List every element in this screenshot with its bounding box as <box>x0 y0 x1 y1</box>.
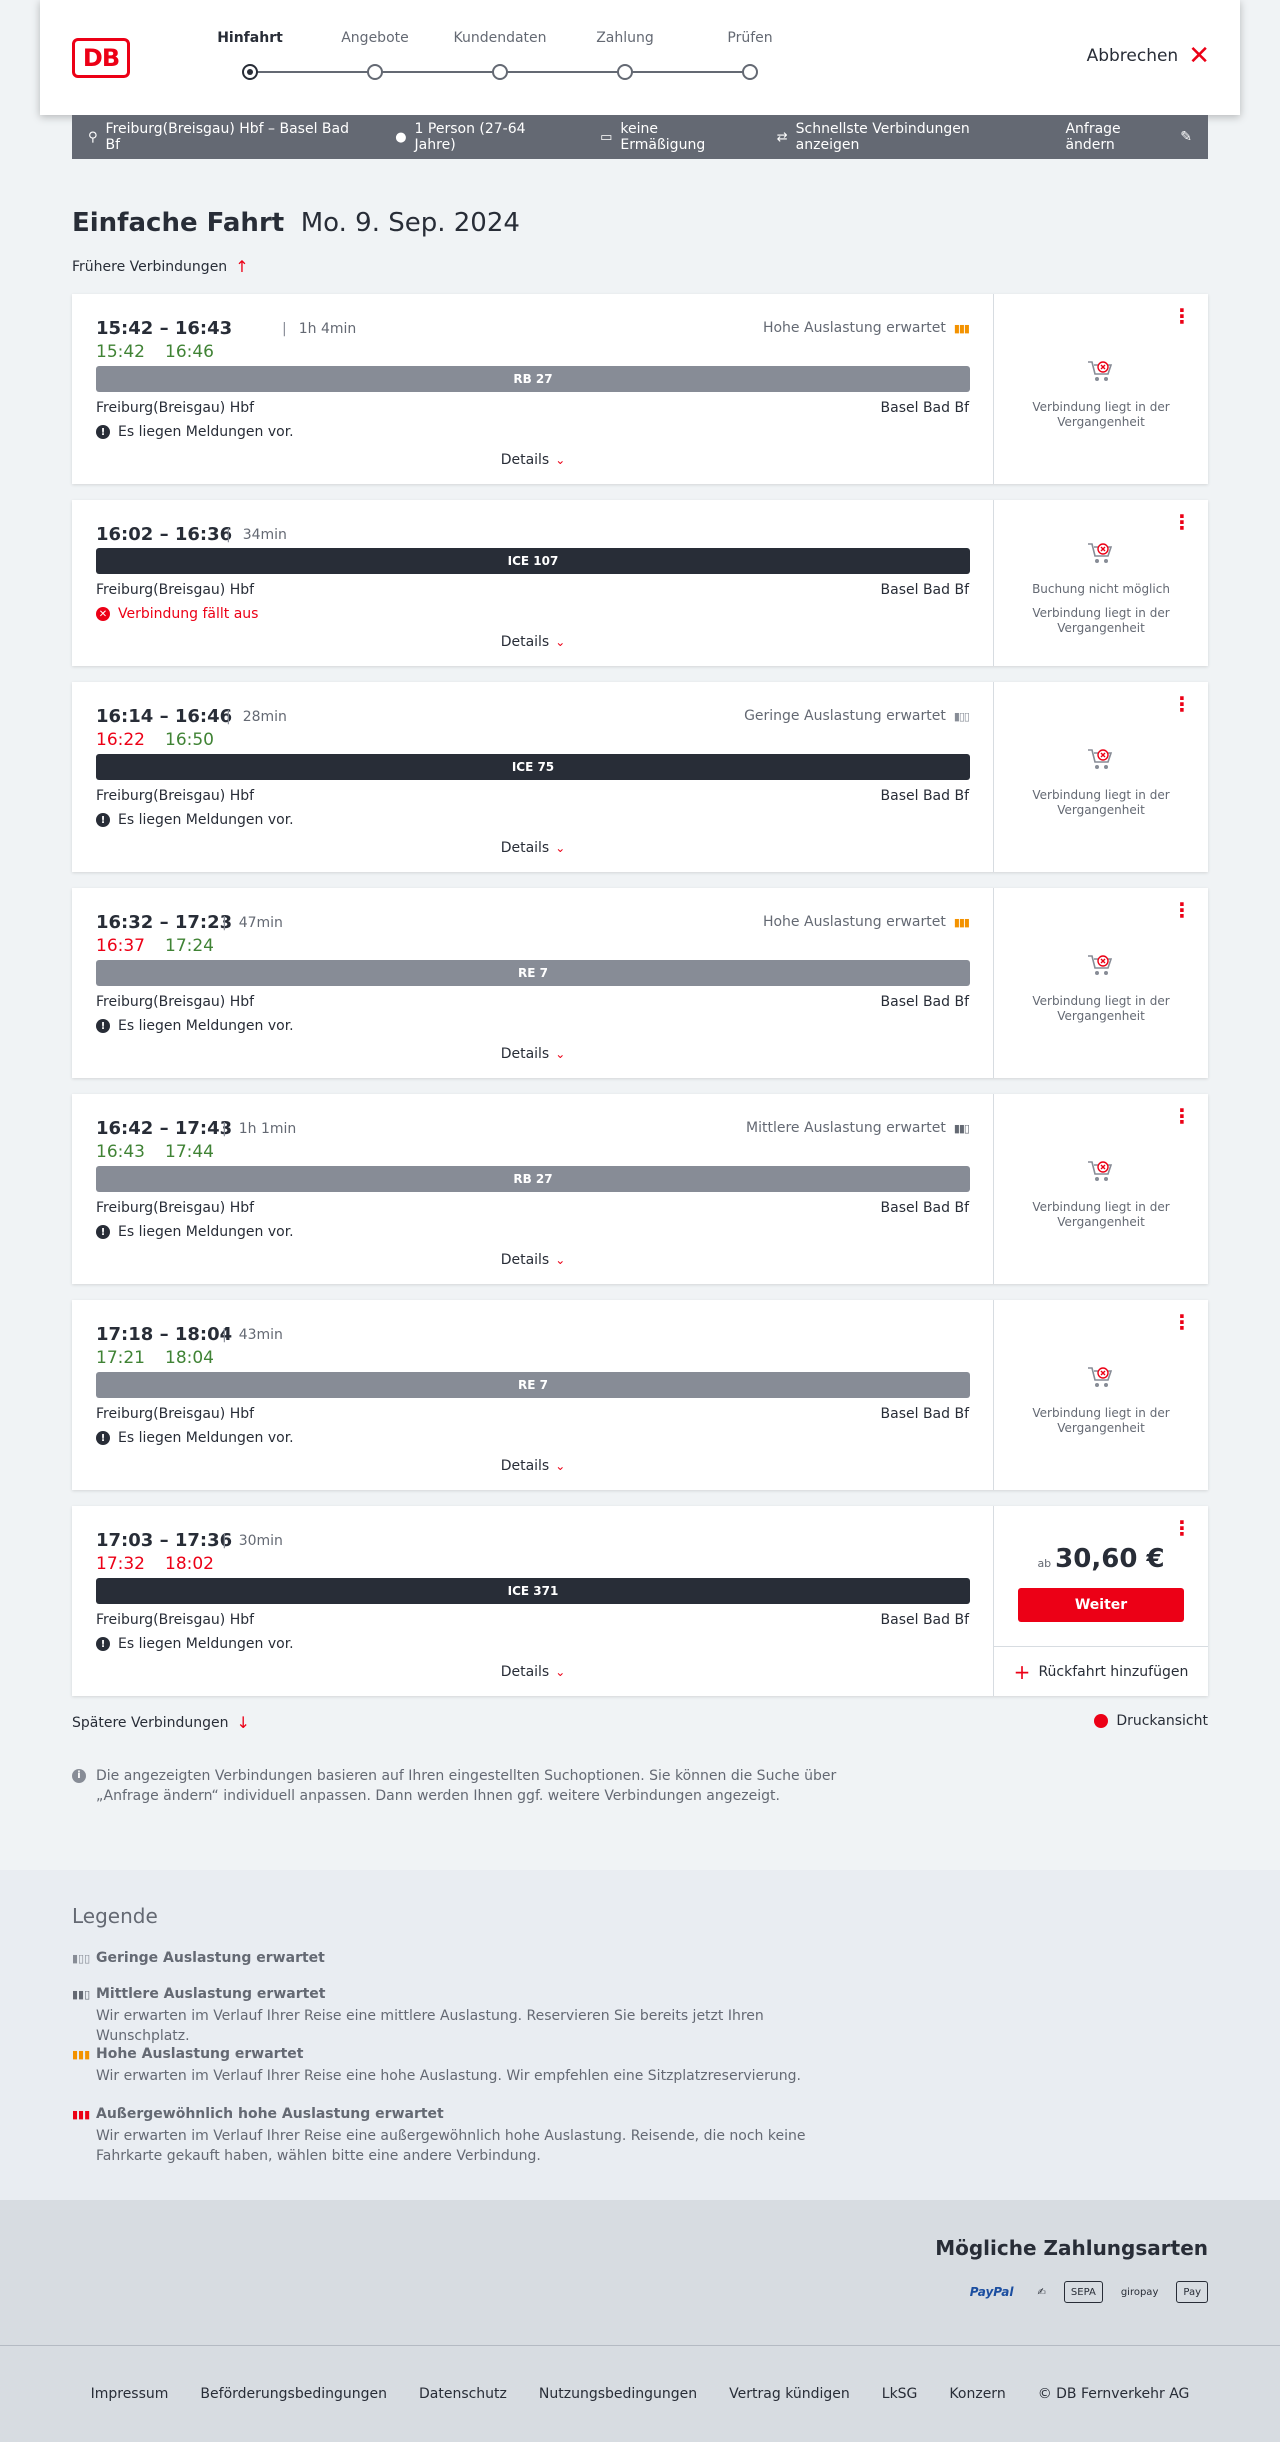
medium-load-icon: ▮▮▯ <box>953 1121 969 1135</box>
payment-methods-section <box>0 2200 1280 2345</box>
footer-link-konzern[interactable]: Konzern <box>949 2386 1006 2402</box>
origin-station: Freiburg(Breisgau) Hbf <box>96 1200 255 1216</box>
origin-station: Freiburg(Breisgau) Hbf <box>96 788 255 804</box>
legend-item-high: ▮▮▮ Hohe Auslastung erwartet Wir erwarten im Verlauf Ihrer Reise eine hohe Auslastung. Wir empfehlen eine Sitzplatzreservierung. <box>72 2046 801 2084</box>
connection-card[interactable] <box>72 682 1208 872</box>
connection-main <box>72 1300 994 1490</box>
step-kundendaten: Kundendaten <box>440 30 560 46</box>
high-load-icon: ▮▮▮ <box>72 2048 91 2061</box>
origin-station: Freiburg(Breisgau) Hbf <box>96 994 255 1010</box>
message-notice: ! Es liegen Meldungen vor. <box>96 812 294 828</box>
pencil-icon: ✎ <box>1180 129 1192 145</box>
person-icon: ● <box>395 129 407 145</box>
train-bar: ICE 371 <box>96 1578 970 1604</box>
price: ab 30,60 € <box>1037 1544 1165 1574</box>
chevron-down-icon: ⌄ <box>555 1459 566 1473</box>
train-bar: RE 7 <box>96 1372 970 1398</box>
more-options-icon[interactable]: ⋮ <box>1172 304 1192 328</box>
message-notice: ! Es liegen Meldungen vor. <box>96 1224 294 1240</box>
info-alert-icon: ! <box>96 1431 110 1445</box>
connection-duration: | 1h 1min <box>222 1121 296 1137</box>
connection-card[interactable] <box>72 500 1208 666</box>
chevron-down-icon: ⌄ <box>555 1253 566 1267</box>
later-connections-link[interactable]: Spätere Verbindungen ↓ <box>72 1713 250 1732</box>
query-discount: ▭ keine Ermäßigung <box>600 121 706 153</box>
past-connection-text: Verbindung liegt in der Vergangenheit <box>1032 1200 1170 1229</box>
legend-section <box>0 1870 1280 2200</box>
cancel-circle-icon: ✕ <box>96 607 110 621</box>
connection-main <box>72 1094 994 1284</box>
very-high-load-icon: ▮▮▮ <box>72 2108 91 2121</box>
header <box>40 0 1240 115</box>
cart-unavailable-icon <box>1086 1364 1116 1390</box>
realtime-times: 16:22 16:50 <box>96 730 214 750</box>
connection-side <box>994 500 1208 666</box>
connection-side <box>994 1506 1208 1696</box>
footer-link-datenschutz[interactable]: Datenschutz <box>418 2386 507 2402</box>
more-options-icon[interactable]: ⋮ <box>1172 1516 1192 1540</box>
payment-methods-list <box>964 2278 1208 2306</box>
cancel-label: Abbrechen <box>1086 46 1179 66</box>
destination-station: Basel Bad Bf <box>880 788 969 804</box>
step-dot <box>617 64 633 80</box>
connection-duration: | 28min <box>226 709 287 725</box>
destination-station: Basel Bad Bf <box>880 994 969 1010</box>
train-bar: RB 27 <box>96 1166 970 1192</box>
train-bar: RB 27 <box>96 366 970 392</box>
destination-station: Basel Bad Bf <box>880 1200 969 1216</box>
high-load-icon: ▮▮▮ <box>953 321 969 335</box>
load-indicator: Geringe Auslastung erwartet ▮▯▯ <box>744 708 969 724</box>
high-load-icon: ▮▮▮ <box>953 915 969 929</box>
more-options-icon[interactable]: ⋮ <box>1172 898 1192 922</box>
more-options-icon[interactable]: ⋮ <box>1172 1104 1192 1128</box>
info-note: i Die angezeigten Verbindungen basieren auf Ihren eingestellten Suchoptionen. Sie können die Suche über „Anfrage ändern“ individuell anpassen. Dann werden Ihnen ggf. weitere Verbindungen angezeigt. <box>72 1766 852 1806</box>
swap-arrows-icon: ⇄ <box>776 129 788 145</box>
giropay-icon: giropay <box>1120 2286 1159 2298</box>
footer-link-vertrag-kuendigen[interactable]: Vertrag kündigen <box>729 2386 850 2402</box>
more-options-icon[interactable]: ⋮ <box>1172 1310 1192 1334</box>
info-alert-icon: ! <box>96 425 110 439</box>
cart-unavailable-icon <box>1086 358 1116 384</box>
step-pruefen: Prüfen <box>690 30 810 46</box>
train-bar: ICE 107 <box>96 548 970 574</box>
details-toggle[interactable]: Details ⌄ <box>500 840 566 856</box>
cart-unavailable-icon <box>1086 746 1116 772</box>
close-icon: ✕ <box>1188 41 1210 71</box>
progress-steps <box>170 30 773 90</box>
footer-link-impressum[interactable]: Impressum <box>90 2386 169 2402</box>
details-toggle[interactable]: Details ⌄ <box>500 634 566 650</box>
past-connection-text: Verbindung liegt in der Vergangenheit <box>1032 994 1170 1023</box>
connection-main <box>72 682 994 872</box>
payment-methods-title: Mögliche Zahlungsarten <box>935 2236 1208 2260</box>
chevron-down-icon: ⌄ <box>555 841 566 855</box>
query-route: ⚲ Freiburg(Breisgau) Hbf – Basel Bad Bf <box>88 121 349 153</box>
more-options-icon[interactable]: ⋮ <box>1172 510 1192 534</box>
cancellation-notice: ✕ Verbindung fällt aus <box>96 606 258 622</box>
details-toggle[interactable]: Details ⌄ <box>500 452 566 468</box>
info-alert-icon: ! <box>96 1225 110 1239</box>
continue-button[interactable]: Weiter <box>1018 1588 1184 1622</box>
destination-station: Basel Bad Bf <box>880 400 969 416</box>
footer-link-nutzungsbedingungen[interactable]: Nutzungsbedingungen <box>538 2386 698 2402</box>
connection-card[interactable] <box>72 888 1208 1078</box>
legend-item-low: ▮▯▯ Geringe Auslastung erwartet <box>72 1950 325 1966</box>
connection-side <box>994 682 1208 872</box>
footer-link-befoerderungsbedingungen[interactable]: Beförderungsbedingungen <box>200 2386 387 2402</box>
cancel-button[interactable] <box>1086 41 1210 71</box>
booking-not-possible-text: Buchung nicht möglich <box>1032 582 1170 596</box>
connection-card[interactable] <box>72 1506 1208 1696</box>
load-indicator: Hohe Auslastung erwartet ▮▮▮ <box>762 320 969 336</box>
connection-side <box>994 1300 1208 1490</box>
realtime-times: 17:21 18:04 <box>96 1348 214 1368</box>
connection-side <box>994 294 1208 484</box>
connection-side <box>994 888 1208 1078</box>
footer-link-lksg[interactable]: LkSG <box>881 2386 918 2402</box>
message-notice: ! Es liegen Meldungen vor. <box>96 1636 294 1652</box>
step-dot <box>367 64 383 80</box>
change-query-button[interactable]: Anfrage ändern ✎ <box>1065 121 1192 153</box>
chevron-down-icon: ⌄ <box>555 1665 566 1679</box>
connection-times: 17:03 – 17:36 <box>96 1530 233 1551</box>
train-bar: ICE 75 <box>96 754 970 780</box>
query-persons: ● 1 Person (27-64 Jahre) <box>395 121 526 153</box>
origin-station: Freiburg(Breisgau) Hbf <box>96 400 255 416</box>
medium-load-icon: ▮▮▯ <box>72 1988 91 2001</box>
earlier-connections-link[interactable]: Frühere Verbindungen ↑ <box>72 257 249 276</box>
details-toggle[interactable]: Details ⌄ <box>500 1046 566 1062</box>
details-toggle[interactable]: Details ⌄ <box>500 1252 566 1268</box>
low-load-icon: ▮▯▯ <box>953 709 969 723</box>
connection-main <box>72 294 994 484</box>
connection-duration: | 30min <box>222 1533 283 1549</box>
step-dot <box>242 64 258 80</box>
legend-item-very-high: ▮▮▮ Außergewöhnlich hohe Auslastung erwartet Wir erwarten im Verlauf Ihrer Reise eine außergewöhnlich hohe Auslastung. Reisende, die noch keine Fahrkarte gekauft haben, wählen bitte eine andere Verbindung. <box>72 2106 806 2164</box>
origin-station: Freiburg(Breisgau) Hbf <box>96 1612 255 1628</box>
connection-card[interactable] <box>72 294 1208 484</box>
sepa-icon: SEPA <box>1064 2281 1103 2303</box>
query-bar <box>72 115 1208 159</box>
realtime-times: 16:43 17:44 <box>96 1142 214 1162</box>
past-connection-text: Verbindung liegt in der Vergangenheit <box>1032 400 1170 429</box>
origin-station: Freiburg(Breisgau) Hbf <box>96 1406 255 1422</box>
connection-times: 16:32 – 17:23 <box>96 912 233 933</box>
step-angebote: Angebote <box>315 30 435 46</box>
connection-card[interactable] <box>72 1300 1208 1490</box>
apple-pay-icon: Pay <box>1176 2281 1208 2303</box>
print-icon <box>1094 1714 1108 1728</box>
connection-duration: | 43min <box>222 1327 283 1343</box>
footer-copyright: © DB Fernverkehr AG <box>1037 2386 1190 2402</box>
plus-icon: + <box>1013 1659 1031 1684</box>
connection-duration: | 47min <box>222 915 283 931</box>
step-dot <box>492 64 508 80</box>
connection-times: 15:42 – 16:43 <box>96 318 233 339</box>
load-indicator: Mittlere Auslastung erwartet ▮▮▯ <box>746 1120 969 1136</box>
print-view-link[interactable]: Druckansicht <box>1094 1713 1208 1729</box>
footer <box>0 2345 1280 2442</box>
connection-main <box>72 888 994 1078</box>
past-connection-text: Verbindung liegt in der Vergangenheit <box>1032 606 1170 635</box>
query-fastest: ⇄ Schnellste Verbindungen anzeigen <box>776 121 970 153</box>
connection-duration: | 1h 4min <box>282 321 356 337</box>
chevron-down-icon: ⌄ <box>555 1047 566 1061</box>
realtime-times: 17:32 18:02 <box>96 1554 214 1574</box>
details-toggle[interactable]: Details ⌄ <box>500 1458 566 1474</box>
message-notice: ! Es liegen Meldungen vor. <box>96 1430 294 1446</box>
message-notice: ! Es liegen Meldungen vor. <box>96 424 294 440</box>
credit-card-icon: ✍ <box>1037 2286 1046 2298</box>
destination-station: Basel Bad Bf <box>880 582 969 598</box>
info-alert-icon: ! <box>96 1019 110 1033</box>
train-bar: RE 7 <box>96 960 970 986</box>
chevron-down-icon: ⌄ <box>555 635 566 649</box>
location-pin-icon: ⚲ <box>88 129 98 145</box>
details-toggle[interactable]: Details ⌄ <box>500 1664 566 1680</box>
connection-times: 16:02 – 16:36 <box>96 524 233 545</box>
step-zahlung: Zahlung <box>565 30 685 46</box>
connection-main <box>72 1506 994 1696</box>
cart-unavailable-icon <box>1086 952 1116 978</box>
arrow-down-icon: ↓ <box>236 1713 250 1732</box>
low-load-icon: ▮▯▯ <box>72 1952 91 1965</box>
step-hinfahrt: Hinfahrt <box>190 30 310 46</box>
connection-times: 16:14 – 16:46 <box>96 706 233 727</box>
connection-duration: | 34min <box>226 527 287 543</box>
arrow-up-icon: ↑ <box>235 257 249 276</box>
cart-unavailable-icon <box>1086 540 1116 566</box>
bahncard-icon: ▭ <box>600 129 613 145</box>
connection-main <box>72 500 994 666</box>
connection-side <box>994 1094 1208 1284</box>
db-logo[interactable]: DB <box>72 38 130 78</box>
cart-unavailable-icon <box>1086 1158 1116 1184</box>
load-indicator: Hohe Auslastung erwartet ▮▮▮ <box>762 914 969 930</box>
connection-times: 17:18 – 18:04 <box>96 1324 233 1345</box>
message-notice: ! Es liegen Meldungen vor. <box>96 1018 294 1034</box>
info-alert-icon: ! <box>96 813 110 827</box>
connection-card[interactable] <box>72 1094 1208 1284</box>
legend-item-medium: ▮▮▯ Mittlere Auslastung erwartet Wir erwarten im Verlauf Ihrer Reise eine mittlere Auslastung. Reservieren Sie bereits jetzt Ihren Wunschplatz. <box>72 1986 764 2044</box>
origin-station: Freiburg(Breisgau) Hbf <box>96 582 255 598</box>
legend-title: Legende <box>72 1904 158 1928</box>
info-icon: i <box>72 1769 86 1783</box>
page-title: Einfache Fahrt Mo. 9. Sep. 2024 <box>72 208 520 238</box>
connection-times: 16:42 – 17:43 <box>96 1118 233 1139</box>
past-connection-text: Verbindung liegt in der Vergangenheit <box>1032 788 1170 817</box>
chevron-down-icon: ⌄ <box>555 453 566 467</box>
more-options-icon[interactable]: ⋮ <box>1172 692 1192 716</box>
info-alert-icon: ! <box>96 1637 110 1651</box>
destination-station: Basel Bad Bf <box>880 1406 969 1422</box>
realtime-times: 15:42 16:46 <box>96 342 214 362</box>
paypal-icon: PayPal <box>969 2285 1014 2299</box>
realtime-times: 16:37 17:24 <box>96 936 214 956</box>
step-dot <box>742 64 758 80</box>
add-return-trip-button[interactable]: + Rückfahrt hinzufügen <box>994 1646 1208 1696</box>
destination-station: Basel Bad Bf <box>880 1612 969 1628</box>
past-connection-text: Verbindung liegt in der Vergangenheit <box>1032 1406 1170 1435</box>
